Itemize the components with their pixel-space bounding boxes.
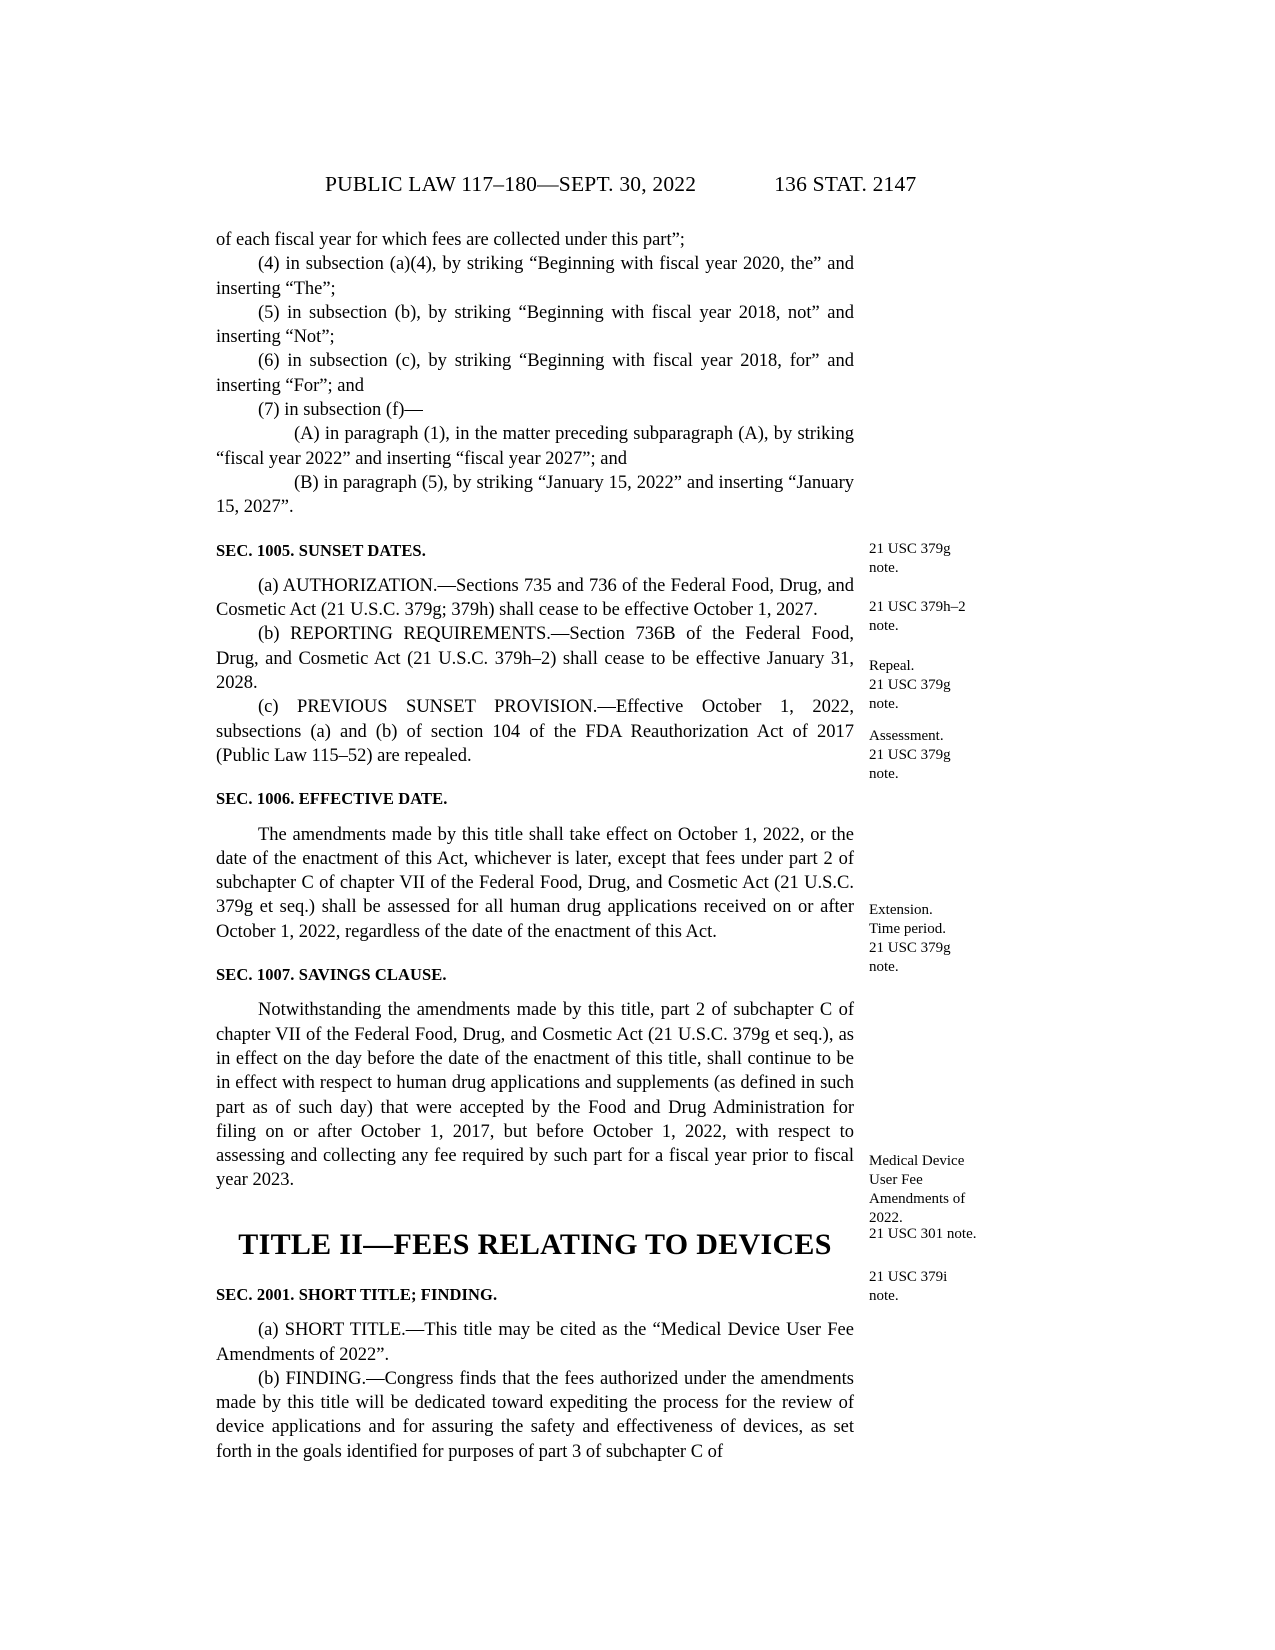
margin-note-line: 21 USC 379h–2 (869, 599, 966, 615)
margin-note (869, 901, 1029, 977)
text-2001-a: .—This title may be cited as the “Medical Device User Fee Amendments of 2022”. (216, 1320, 854, 1365)
paragraph-1005-c (216, 695, 854, 768)
margin-note (869, 540, 1029, 578)
section-heading-1007: SEC. 1007. SAVINGS CLAUSE. (216, 965, 447, 985)
label-2001-b-smallcaps: INDING (295, 1368, 362, 1389)
margin-note-line: Assessment. (869, 728, 944, 744)
margin-note-line: User Fee (869, 1172, 923, 1188)
margin-note-line: 2022. (869, 1210, 903, 1226)
margin-note-line: 21 USC 379g (869, 677, 951, 693)
paragraph-item-7: (7) in subsection (f)— (258, 400, 423, 421)
paragraph-intro: of each fiscal year for which fees are collected under this part”; (216, 230, 685, 250)
margin-note-line: Time period. (869, 921, 946, 937)
label-2001-a-smallcaps: HORT TITLE (295, 1320, 402, 1341)
text-1005-c: .—Effective October 1, 2022, subsections (a) and (b) of section 104 of the FDA Reauthorization Act of 2017 (Public Law 115–52) are repealed. (216, 697, 854, 766)
section-heading-1005: SEC. 1005. SUNSET DATES. (216, 540, 426, 560)
margin-note (869, 727, 1029, 784)
text-2001-b: .—Congress finds that the fees authorized under the amendments made by this title will be dedicated toward expediting the process for the review of device applications and for assuring the safety and effectiveness of devices, as set forth in the goals identified for purposes of part 3 of subchapter C of (216, 1368, 854, 1462)
margin-note-line: note. (869, 1288, 899, 1304)
label-1005-c: (c) P (258, 697, 308, 718)
margin-note-line: Medical Device (869, 1153, 965, 1169)
running-head-right: 136 STAT. 2147 (774, 172, 917, 196)
margin-note-line: Repeal. (869, 658, 915, 674)
margin-note-line: Amendments of (869, 1191, 966, 1207)
label-2001-a: (a) S (258, 1320, 296, 1341)
paragraph-item-7a: (A) in paragraph (1), in the matter preceding subparagraph (A), by striking “fiscal year 2022” and inserting “fiscal year 2027”; and (216, 424, 854, 469)
margin-note-line: note. (869, 696, 899, 712)
margin-note (869, 1152, 1029, 1228)
paragraph-item-7b: (B) in paragraph (5), by striking “January 15, 2022” and inserting “January 15, 2027”. (216, 472, 854, 518)
paragraph-2001-b (216, 1367, 854, 1464)
margin-note-line: 21 USC 301 note. (869, 1226, 977, 1242)
text-1005-a: .—Sections 735 and 736 of the Federal Food, Drug, and Cosmetic Act (21 U.S.C. 379g; 379h) shall cease to be effective October 1, 2027. (216, 575, 854, 621)
margin-note-line: Extension. (869, 902, 933, 918)
running-head (325, 172, 1005, 197)
label-1005-a-smallcaps: UTHORIZATION (296, 575, 433, 596)
label-1005-c-smallcaps: REVIOUS SUNSET PROVISION (307, 697, 593, 718)
margin-note-line: 21 USC 379g (869, 541, 951, 557)
margin-note-line: note. (869, 560, 899, 576)
margin-note-line: note. (869, 766, 899, 782)
label-2001-b: (b) F (258, 1368, 296, 1389)
paragraph-1005-b (216, 622, 854, 695)
paragraph-item-4: (4) in subsection (a)(4), by striking “Beginning with fiscal year 2020, the” and inserting “The”; (216, 254, 854, 299)
margin-note-line: note. (869, 618, 899, 634)
title-heading-2: TITLE II—FEES RELATING TO DEVICES (238, 1227, 832, 1261)
section-heading-1006: SEC. 1006. EFFECTIVE DATE. (216, 789, 448, 809)
text-1005-b: .—Section 736B of the Federal Food, Drug, and Cosmetic Act (21 U.S.C. 379h–2) shall cease to be effective January 31, 2028. (216, 624, 854, 694)
paragraph-2001-a (216, 1318, 854, 1367)
section-heading-2001: SEC. 2001. SHORT TITLE; FINDING. (216, 1284, 498, 1304)
margin-note-line: 21 USC 379g (869, 747, 951, 763)
margin-note (869, 657, 1029, 714)
paragraph-item-6: (6) in subsection (c), by striking “Beginning with fiscal year 2018, for” and inserting “For”; and (216, 351, 854, 396)
label-1005-b: (b) R (258, 624, 303, 645)
paragraph-1006: The amendments made by this title shall take effect on October 1, 2022, or the date of the enactment of this Act, whichever is later, except that fees under part 2 of subchapter C of chapter VII of the Federal Food, Drug, and Cosmetic Act (21 U.S.C. 379g et seq.) shall be assessed for all human drug applications received on or after October 1, 2022, regardless of the date of the enactment of this Act. (216, 824, 854, 942)
paragraph-item-5: (5) in subsection (b), by striking “Beginning with fiscal year 2018, not” and inserting “Not”; (216, 302, 854, 348)
running-head-left: PUBLIC LAW 117–180—SEPT. 30, 2022 (325, 172, 697, 196)
margin-note-line: 21 USC 379i (869, 1269, 948, 1285)
label-1005-b-smallcaps: EPORTING REQUIREMENTS (302, 624, 547, 645)
body-column (216, 228, 854, 1464)
label-1005-a: (a) A (258, 575, 297, 596)
margin-note-line: 21 USC 379g (869, 940, 951, 956)
margin-note (869, 598, 1029, 636)
paragraph-1005-a (216, 574, 854, 623)
paragraph-1007: Notwithstanding the amendments made by this title, part 2 of subchapter C of chapter VII of the Federal Food, Drug, and Cosmetic Act (21 U.S.C. 379g et seq.), as in effect on the day before the date of the enactment of this title, shall continue to be in effect with respect to human drug applications and supplements (as defined in such part as of such day) that were accepted by the Food and Drug Administration for filing on or after October 1, 2017, but before October 1, 2022, with respect to assessing and collecting any fee required by such part for a fiscal year prior to fiscal year 2023. (216, 1000, 854, 1191)
margin-note-line: note. (869, 959, 899, 975)
margin-note (869, 1225, 1029, 1244)
margin-note (869, 1268, 1029, 1306)
